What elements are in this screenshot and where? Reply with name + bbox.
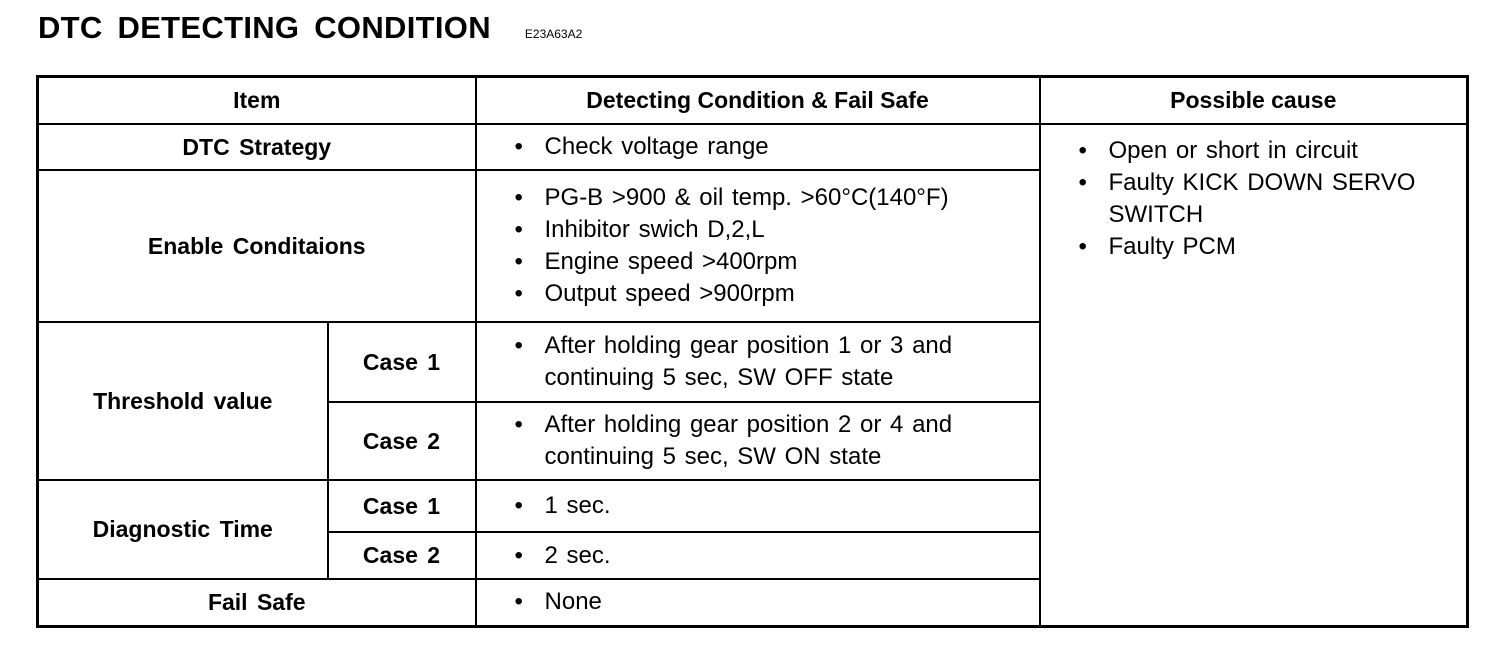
condition-item: • After holding gear position 1 or 3 and continuing 5 sec, SW OFF state [515,330,1033,394]
document-code: E23A63A2 [524,27,583,41]
diagnostic-case1-label: Case 1 [328,480,476,532]
header [38,10,582,46]
condition-item: • None [515,586,1033,618]
diagnostic-case2-conditions [476,532,1040,579]
table-header-row [38,77,1468,125]
dtc-strategy-conditions [476,124,1040,170]
fail-safe-conditions [476,579,1040,626]
diagnostic-case1-conditions [476,480,1040,532]
fail-safe-label: Fail Safe [38,579,476,626]
condition-item: • 1 sec. [515,490,1033,522]
diagnostic-case2-label: Case 2 [328,532,476,579]
header-possible-cause: Possible cause [1040,77,1468,125]
condition-item: • PG-B >900 & oil temp. >60°C(140°F) [515,182,1033,214]
threshold-case1-label: Case 1 [328,322,476,402]
condition-item: • Check voltage range [515,131,1033,163]
threshold-case1-conditions [476,322,1040,402]
threshold-case2-label: Case 2 [328,402,476,480]
cause-item: • Open or short in circuit [1079,135,1467,167]
diagnostic-time-label: Diagnostic Time [38,480,328,579]
enable-conditions-label: Enable Conditaions [38,170,476,322]
condition-item: • 2 sec. [515,540,1033,572]
condition-item: • After holding gear position 2 or 4 and continuing 5 sec, SW ON state [515,409,1033,473]
header-item: Item [38,77,476,125]
cause-item: • Faulty KICK DOWN SERVO SWITCH [1079,167,1429,231]
dtc-condition-table [36,75,1469,628]
enable-conditions-list [476,170,1040,322]
threshold-case2-conditions [476,402,1040,480]
condition-item: • Inhibitor swich D,2,L [515,214,1033,246]
condition-item: • Engine speed >400rpm [515,246,1033,278]
header-condition: Detecting Condition & Fail Safe [476,77,1040,125]
cause-item: • Faulty PCM [1079,231,1467,263]
dtc-strategy-label: DTC Strategy [38,124,476,170]
possible-cause-cell [1040,124,1468,626]
condition-item: • Output speed >900rpm [515,278,1033,310]
threshold-label: Threshold value [38,322,328,480]
page-title: DTC DETECTING CONDITION [38,10,491,45]
row-dtc-strategy [38,124,1468,170]
